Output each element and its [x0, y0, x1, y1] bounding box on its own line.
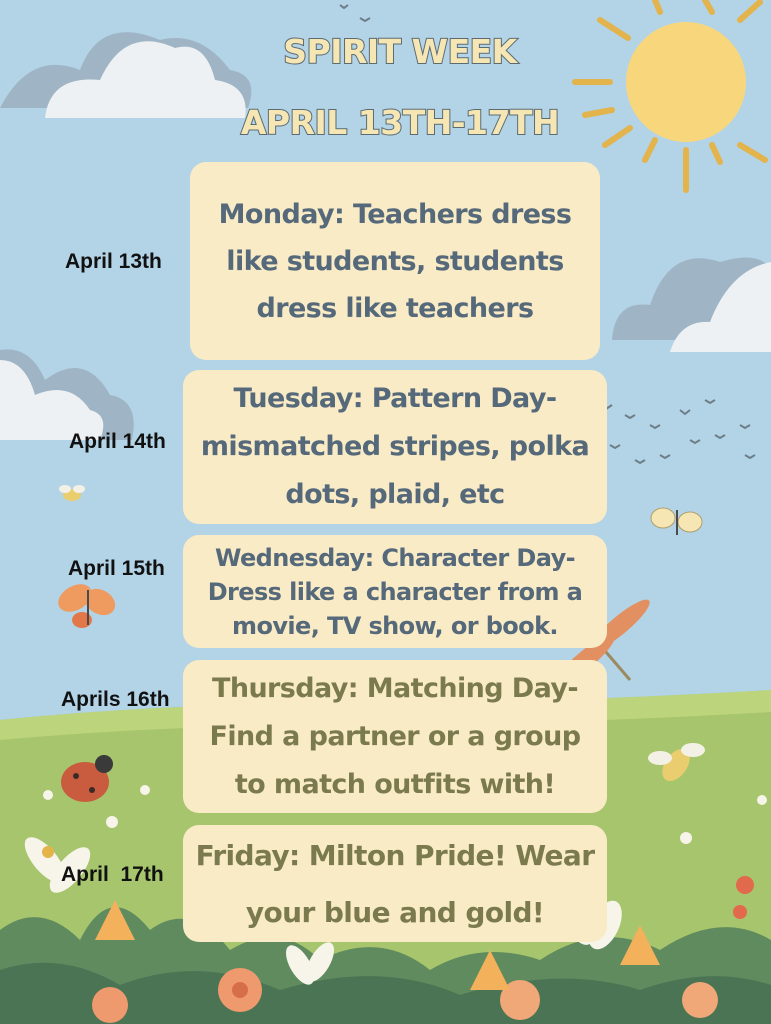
day-date-label: April 14th: [69, 430, 166, 453]
day-date-label: Aprils 16th: [61, 688, 170, 711]
poster-title: SPIRIT WEEK: [283, 32, 517, 71]
day-card-text: Monday: Teachers dress like students, students dress like teachers: [218, 198, 572, 324]
day-card-text: Tuesday: Pattern Day- mismatched stripes, polka dots, plaid, etc: [200, 383, 590, 510]
day-card-friday: [183, 825, 607, 942]
bee-icon: [59, 485, 85, 501]
day-card-text: Wednesday: Character Day- Dress like a character from a movie, TV show, or book.: [207, 543, 583, 640]
sun-icon: [575, 0, 765, 190]
day-card-text: Friday: Milton Pride! Wear your blue and gold!: [195, 838, 595, 929]
butterfly-icon: [651, 508, 702, 535]
day-card-tuesday: [183, 370, 607, 524]
butterfly-icon: [53, 579, 119, 628]
day-card-thursday: [183, 660, 607, 813]
cloud-icon: [612, 258, 771, 353]
day-card-text: Thursday: Matching Day- Find a partner or a group to match outfits with!: [209, 672, 581, 800]
poster-subtitle-dates: APRIL 13TH-17TH: [240, 103, 560, 142]
day-date-label: April 17th: [61, 863, 164, 886]
day-date-label: April 15th: [68, 557, 165, 580]
day-date-label: April 13th: [65, 250, 162, 273]
day-card-wednesday: [183, 535, 607, 648]
day-card-monday: [190, 162, 600, 360]
cloud-icon: [0, 349, 134, 440]
